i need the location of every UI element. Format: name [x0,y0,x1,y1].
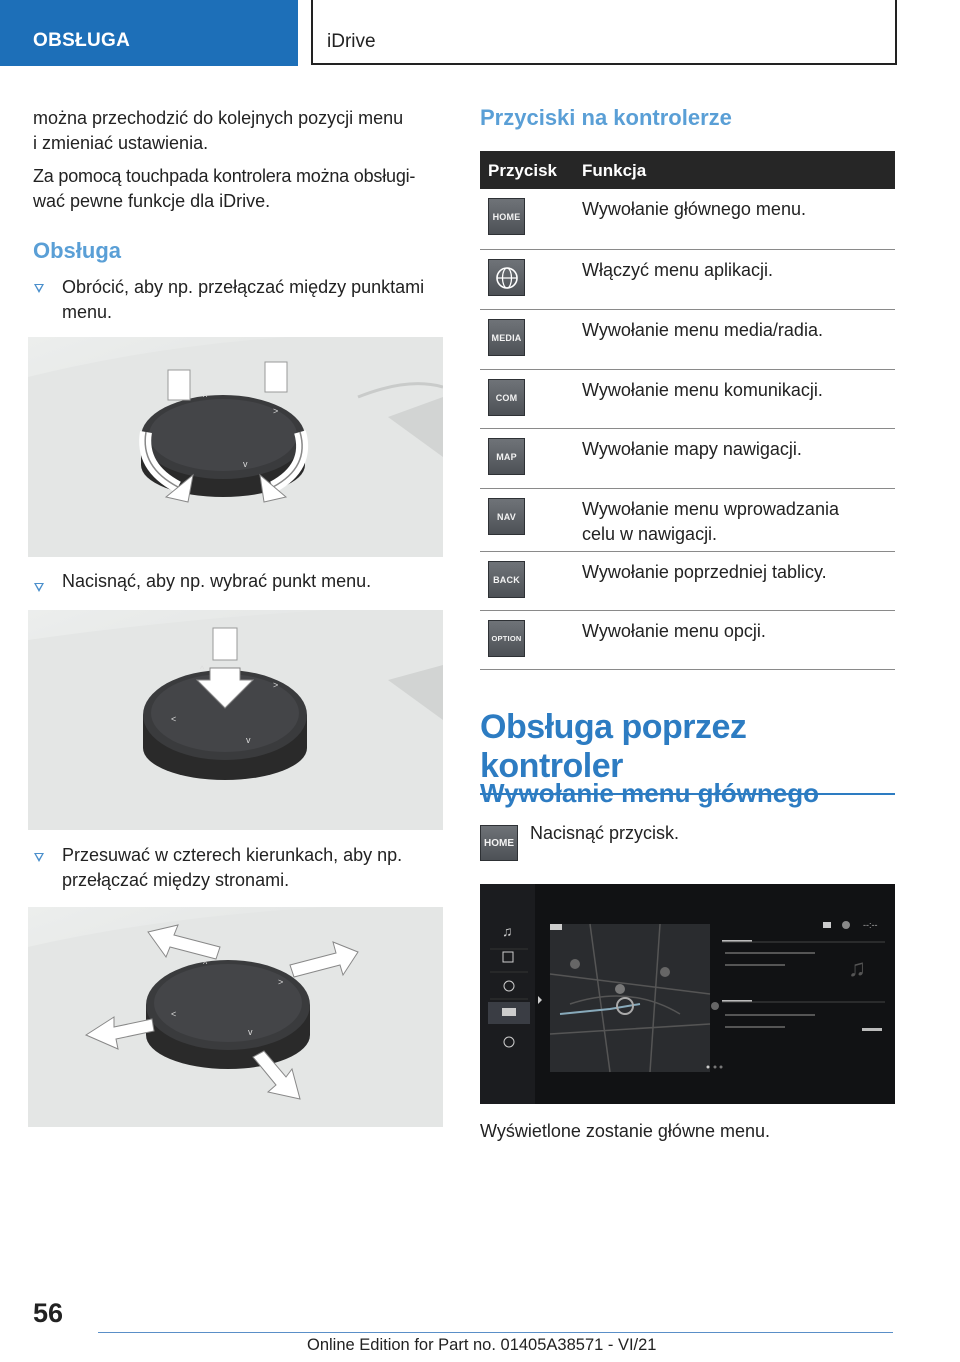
operation-heading: Obsługa [33,238,122,263]
idrive-main-menu-screenshot [480,884,895,1104]
svg-text:♫: ♫ [502,923,513,939]
back-button-icon: BACK [488,561,525,598]
table-row [480,189,895,250]
bullet-triangle-icon [34,583,44,592]
step-move-line-1: Przesuwać w czterech kierunkach, aby np. [62,845,403,865]
svg-text:<: < [171,714,177,724]
clock-text: --:-- [863,920,878,930]
touchpad-line-1: Za pomocą touchpada kontrolera można obsługi‐ [33,166,416,186]
svg-text:<: < [171,1009,177,1019]
col-button-header: Przycisk [488,161,557,180]
press-button-text: Nacisnąć przycisk. [530,823,680,843]
bullet-triangle-icon [34,284,44,293]
svg-text:v: v [248,1027,253,1037]
row-function: Wywołanie głównego menu. [582,199,806,219]
step-press: Nacisnąć, aby np. wybrać punkt menu. [62,571,372,591]
row-function: Wywołanie poprzedniej tablicy. [582,562,827,582]
svg-text:v: v [243,459,248,469]
section-tab [0,0,298,66]
result-text: Wyświetlone zostanie główne menu. [480,1121,770,1141]
chapter-title: iDrive [327,31,376,52]
table-row [480,429,895,489]
controller-press-illustration [28,610,443,830]
intro-line-2: i zmieniać ustawienia. [33,133,209,153]
table-row [480,489,895,552]
svg-text:>: > [273,406,279,416]
row-function: Wywołanie menu komunikacji. [582,380,823,400]
row-function: Wywołanie menu opcji. [582,621,766,641]
col-function-header: Funkcja [582,161,647,180]
option-button-icon: OPTION [488,620,525,657]
intro-line-1: można przechodzić do kolejnych pozycji menu [33,108,404,128]
section-title: OBSŁUGA [33,30,131,51]
svg-text:>: > [273,680,279,690]
globe-icon [488,259,525,296]
controller-rotate-illustration [28,337,443,557]
svg-text:♫: ♫ [848,955,866,982]
table-row [480,611,895,670]
table-row [480,552,895,611]
media-button-icon: MEDIA [488,319,525,356]
home-button-icon: HOME [480,825,518,861]
svg-text:>: > [278,977,284,987]
table-header [480,151,895,189]
table-row [480,250,895,310]
step-move-line-2: przełączać między stronami. [62,870,290,890]
footer-divider [98,1332,893,1333]
row-function: Wywołanie mapy nawigacji. [582,439,802,459]
chapter-box [311,0,897,65]
map-button-icon: MAP [488,438,525,475]
row-function: Wywołanie menu media/radia. [582,320,823,340]
home-button-icon: HOME [488,198,525,235]
row-function: Włączyć menu aplikacji. [582,260,774,280]
step-rotate-line-2: menu. [62,302,113,322]
com-button-icon: COM [488,379,525,416]
svg-text:^: ^ [203,959,208,969]
subsection-title-main-menu: Wywołanie menu głównego [480,778,819,808]
bullet-triangle-icon [34,853,44,862]
controller-move-illustration [28,907,443,1127]
table-row [480,370,895,429]
svg-text:^: ^ [203,392,208,402]
svg-text:v: v [246,735,251,745]
svg-text:^: ^ [200,664,205,674]
row-function-line-1: Wywołanie menu wprowadzania [582,499,839,519]
step-rotate-line-1: Obrócić, aby np. przełączać między punktami [62,277,425,297]
edition-text: Online Edition for Part no. 01405A38571 - VI/21 [307,1336,657,1354]
page-number: 56 [33,1298,64,1328]
nav-button-icon: NAV [488,498,525,535]
touchpad-line-2: wać pewne funkcje dla iDrive. [33,191,271,211]
controller-buttons-title: Przyciski na kontrolerze [480,105,732,130]
table-row [480,310,895,370]
row-function-line-2: celu w nawigacji. [582,524,718,544]
section-title-controller: Obsługa poprzez kontroler [480,708,895,795]
